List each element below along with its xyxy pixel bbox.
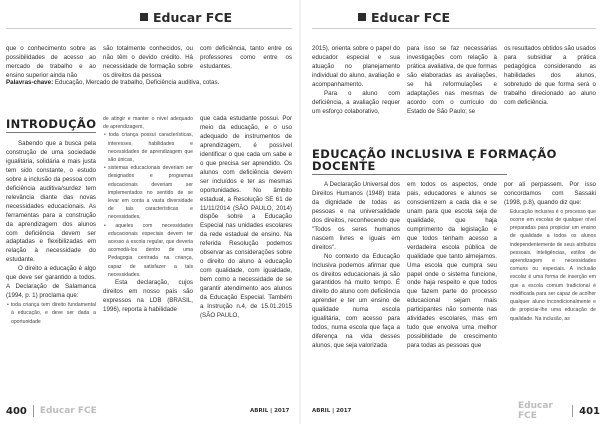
abstract-text: são totalmente conhecidos, ou não têm o devido crédito. Há necessidade de formação sobre os direitos da pessoa bbox=[103, 45, 193, 79]
section-title: EDUCAÇÃO INCLUSIVA E FORMAÇÃO bbox=[312, 147, 557, 161]
header-rule bbox=[6, 28, 292, 29]
footer-divider bbox=[572, 405, 573, 417]
bullet-item: • sistemas educacionais deveriam ser designados e programas educacionais deveriam ser implementados no sentido de se levar em conta a vasta diversidade de tais características e necessidades, bbox=[104, 165, 193, 221]
abstract-col-1 bbox=[6, 45, 96, 81]
abstract-text: que o conhecimento sobre as possibilidades de acesso ao mercado de trabalho e ao ensino superior ainda não bbox=[6, 45, 96, 79]
page-header bbox=[358, 8, 450, 26]
page-number: 401 bbox=[579, 405, 600, 417]
block-quote: Educação inclusiva é o processo que ocorre em escolas de qualquer nível preparadas para propiciar um ensino de qualidade a todos os alunos independentemente de seus atributos pessoais, inteligências, estilos de aprendizagem e necessidades comuns ou especiais. A inclusão escolar é uma forma de inserção em que a escola comum tradicional é modificada para ser capaz de acolher qualquer aluno incondicionalmente e de propiciar-lhe uma educação de qualidade. Na inclusão, as bbox=[510, 208, 596, 322]
footer-date: ABRIL | 2017 bbox=[250, 408, 290, 414]
paragraph: A Declaração Universal dos Direitos Humanos (1948) trata da dignidade de todas as pessoas e na universalidade dos direitos, reconhecendo que "Todos os seres humanos nascem livres e iguais em direitos". bbox=[312, 181, 401, 251]
body-col-3 bbox=[504, 181, 596, 323]
footer-divider bbox=[33, 405, 34, 417]
body-col-2 bbox=[407, 181, 497, 351]
body-col-2 bbox=[103, 115, 193, 315]
title-rule bbox=[312, 174, 507, 175]
section-heading bbox=[312, 148, 596, 181]
magazine-title: Educar FCE bbox=[371, 9, 450, 25]
section-title: INTRODUÇÃO bbox=[6, 117, 97, 131]
bullet-item: • toda criança tem direito fundamental à educação, e deve ser dada a oportunidade bbox=[7, 302, 96, 325]
page-number: 400 bbox=[6, 405, 27, 417]
section-title-line2: DOCENTE bbox=[312, 159, 376, 173]
paragraph: para isso se faz necessárias investigações com relação à prática avaliativa, de que formas são elaboradas as avaliações, se há reformulações e adaptações nas mesmas de acordo com o currículo do Estado de São Paulo; se bbox=[407, 45, 497, 115]
paragraph: O direito a educação é algo que deve ser garantido a todos. A Declaração de Salamanca (1994, p. 1) proclama que: bbox=[6, 265, 96, 300]
paragraph: os resultados obtidos são usados para subsidiar a prática pedagógica considerando as habilidades dos alunos, sobretudo de que forma será o trabalho direcionado ao aluno com deficiência. bbox=[504, 45, 596, 106]
abstract-col-3 bbox=[200, 45, 292, 72]
left-page bbox=[0, 0, 296, 424]
bullet-item: • aqueles com necessidades educacionais especiais devem ter acesso à escola regular, que deveria acomodá-los dentro de uma Pedagogia centrada na criança, capaz de satisfazer a tais necessidades. bbox=[104, 222, 193, 278]
bullet-item: • toda criança possui características, interesses, habilidades e necessidades de aprendizagem que são únicas, bbox=[104, 132, 193, 164]
abstract-col-2 bbox=[103, 45, 193, 81]
footer-date: ABRIL | 2017 bbox=[312, 408, 352, 414]
page-gutter bbox=[299, 0, 301, 424]
top-col-3 bbox=[504, 45, 596, 108]
header-rule bbox=[312, 28, 596, 29]
square-bullet-icon bbox=[140, 13, 148, 21]
paragraph: em todos os aspectos, onde pais, educadores e alunos se conscientizem a cada dia e se unam para que escola seja de qualidade, que haja cumprimento da legislação e que todos tenham acesso a verdadeira escola pública de qualidade que tanto almejamos. Uma escola que cumpra seu papel onde o sistema funcione, onde haja respeito e que todos que fazem parte do processo educacional sejam mais participantes não somente nas atividades escolares, mas em tudo que envolva uma melhor possibilidade de crescimento para todas as pessoas que bbox=[407, 181, 497, 350]
top-col-1 bbox=[312, 45, 400, 117]
footer-magazine: Educar FCE bbox=[518, 401, 553, 421]
paragraph: por ali perpassem. Por isso concordamos com Sassaki (1998, p.8), quando diz que: bbox=[504, 181, 596, 206]
right-page bbox=[304, 0, 600, 424]
magazine-title: Educar FCE bbox=[153, 9, 232, 25]
keywords bbox=[6, 79, 292, 88]
body-col-3 bbox=[200, 115, 292, 321]
abstract-text: com deficiência, tanto entre os professores como entre os estudantes. bbox=[200, 45, 292, 70]
paragraph: Esta declaração, cujos direitos em nosso país são expressos na LDB (BRASIL, 1996), reporta à habilidade bbox=[103, 279, 193, 313]
square-bullet-icon bbox=[358, 13, 366, 21]
page-footer bbox=[518, 401, 600, 421]
title-rule bbox=[6, 132, 96, 133]
paragraph: 2015), orienta sobre o papel do educador especial e sua atuação no planejamento individual do aluno, avaliação e acompanhamento. bbox=[312, 45, 400, 88]
body-col-1 bbox=[312, 181, 400, 351]
quote-text: de atingir e manter o nível adequado de aprendizagem, bbox=[103, 116, 193, 131]
top-col-2 bbox=[407, 45, 497, 117]
keywords-label: Palavras-chave: bbox=[6, 79, 54, 86]
paragraph: Para o aluno com deficiência, a avaliação requer um esforço colaborativo, bbox=[312, 89, 400, 115]
paragraph: que cada estudante possui. Por meio da educação, e o uso adequado de instrumentos de aprendizagem, é possível identificar o que cada um sabe e o que precisa ser aprendido. Os alunos com deficiência devem ser incluídos e ter as mesmas oportunidades. No âmbito estadual, a Resolução SE 61 de 11/11/2014 (SÃO PAULO, 2014) dispõe sobre a Educação Especial nas unidades escolares da rede estadual de ensino. Na referida Resolução podemos observar as considerações sobre o direito do aluno à educação com qualidade, com igualdade, bem como a necessidade de se garantir atendimento aos alunos da Educação Especial. Também a Instrução n.4, de 15.01.2015 (SÃO PAULO, bbox=[200, 115, 292, 319]
paragraph: No contexto da Educação Inclusiva podemos afirmar que os direitos educacionais já são garantidos há muito tempo. É direito do aluno com deficiência aprender e ter um ensino de qualidade numa escola igualitária, com acesso para todos, numa escola que faça a diferença na vida desses alunos, que seja valorizada bbox=[312, 252, 400, 350]
section-heading bbox=[6, 118, 96, 139]
page-header bbox=[140, 8, 232, 26]
keywords-text: Educação, Mercado de trabalho, Deficiência auditiva, cotas. bbox=[54, 79, 220, 86]
paragraph: Sabendo que a busca pela construção de uma sociedade igualitária, solidária e mais justa tem sido constante, o estudo sobre a inclusão da pessoa com deficiência auditiva/surdez tem relevância diante das novas necessidades educacionais. As ferramentas para a construção da aprendizagem dos alunos com deficiência devem ser adaptadas e flexibilizadas em relação à necessidade do estudante. bbox=[6, 140, 96, 264]
body-col-1 bbox=[6, 140, 96, 326]
footer-magazine: Educar FCE bbox=[39, 406, 97, 416]
page-footer bbox=[6, 404, 97, 418]
